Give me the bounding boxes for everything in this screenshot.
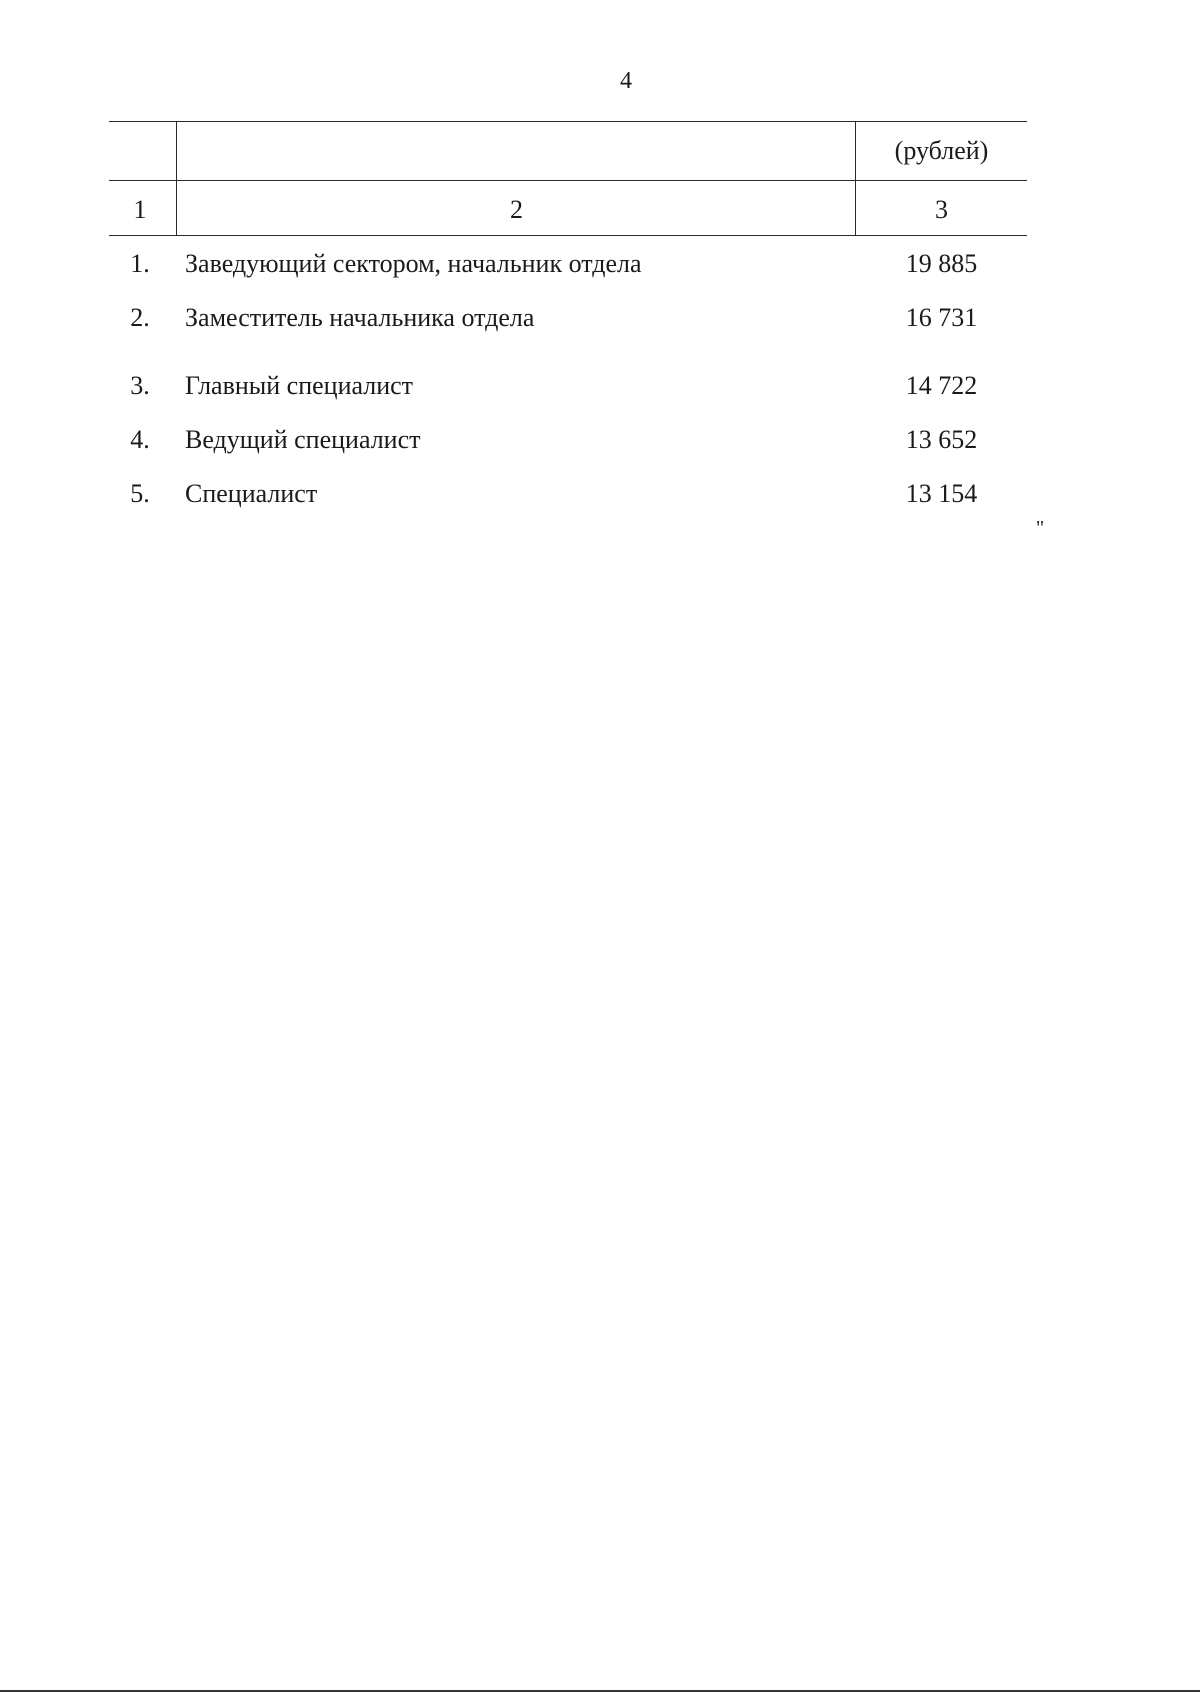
table-header-divider [109, 180, 1027, 181]
column-number-3: 3 [935, 195, 948, 224]
salary-amount: 16 731 [905, 303, 978, 332]
salary-amount: 13 154 [905, 479, 978, 508]
salary-amount: 19 885 [905, 249, 978, 278]
position-name: Ведущий специалист [185, 425, 421, 454]
page-bottom-edge [0, 1690, 1200, 1692]
page-number: 4 [620, 68, 632, 94]
column-number-1: 1 [133, 195, 147, 224]
row-number: 5. [130, 479, 150, 508]
position-name: Заведующий сектором, начальник отдела [185, 249, 642, 278]
row-number: 1. [130, 249, 150, 278]
position-name: Главный специалист [185, 371, 414, 400]
unit-label: (рублей) [894, 136, 989, 165]
table-body-divider [109, 235, 1027, 236]
column-number-2: 2 [510, 195, 523, 224]
position-name: Заместитель начальника отдела [185, 303, 535, 332]
row-number: 2. [130, 303, 150, 332]
salary-amount: 14 722 [905, 371, 978, 400]
closing-quote: " [1036, 517, 1045, 539]
table-top-border [109, 121, 1027, 122]
position-name: Специалист [185, 479, 318, 508]
row-number: 4. [130, 425, 150, 454]
row-number: 3. [130, 371, 150, 400]
salary-amount: 13 652 [905, 425, 978, 454]
